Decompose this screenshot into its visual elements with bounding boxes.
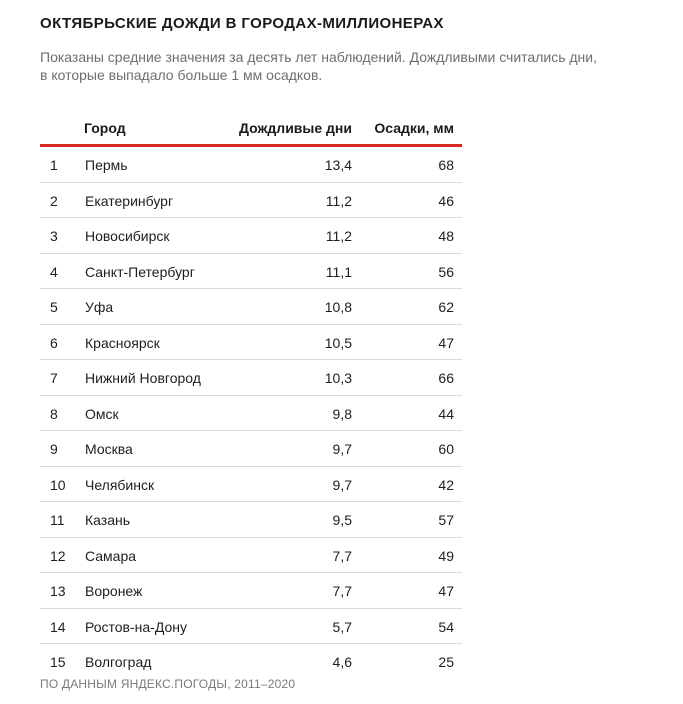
precipitation-cell: 60 — [438, 441, 454, 457]
rainy-days-cell: 9,7 — [332, 441, 352, 457]
city-cell: Пермь — [85, 157, 128, 173]
rainy-days-cell: 9,8 — [332, 405, 352, 422]
precipitation-cell: 49 — [438, 547, 454, 564]
city-cell: Нижний Новгород — [85, 370, 201, 386]
rainy-days-cell: 10,5 — [324, 334, 352, 351]
city-cell: Красноярск — [85, 334, 160, 351]
rank-cell: 12 — [50, 547, 66, 564]
rank-cell: 6 — [50, 334, 58, 351]
precipitation-cell: 54 — [438, 618, 454, 635]
precipitation-cell: 44 — [438, 405, 454, 422]
rainy-days-cell: 5,7 — [332, 618, 352, 635]
city-cell: Омск — [85, 405, 119, 422]
city-cell: Санкт-Петербург — [85, 263, 195, 280]
rank-cell: 14 — [50, 618, 66, 635]
column-header-rainy-days: Дождливые дни — [238, 120, 352, 136]
precipitation-cell: 47 — [438, 583, 454, 599]
precipitation-cell: 62 — [438, 299, 454, 315]
precipitation-cell: 56 — [438, 263, 454, 280]
table-body — [40, 147, 462, 679]
rainy-days-cell: 11,1 — [325, 263, 352, 280]
city-cell: Самара — [85, 547, 137, 564]
table-row — [40, 218, 462, 254]
table-row — [40, 254, 462, 290]
rainy-days-cell: 11,2 — [325, 228, 352, 244]
rainy-days-cell: 4,6 — [332, 654, 352, 670]
rank-cell: 10 — [50, 476, 66, 493]
table-row — [40, 644, 462, 679]
rank-cell: 11 — [50, 512, 65, 528]
rank-cell: 4 — [50, 263, 58, 280]
rank-cell: 5 — [50, 299, 58, 315]
rainy-days-cell: 7,7 — [332, 583, 352, 599]
column-header-city: Город — [84, 120, 126, 136]
page-subtitle — [40, 48, 660, 84]
column-header-precipitation: Осадки, мм — [374, 120, 454, 136]
table-row — [40, 467, 462, 503]
rank-cell: 13 — [50, 583, 66, 599]
rain-table — [40, 112, 462, 679]
table-row — [40, 538, 462, 574]
rainy-days-cell: 9,7 — [332, 476, 352, 493]
rainy-days-cell: 10,8 — [324, 299, 352, 315]
rainy-days-cell: 7,7 — [332, 547, 352, 564]
rank-cell: 1 — [50, 157, 58, 173]
page-title: ОКТЯБРЬСКИЕ ДОЖДИ В ГОРОДАХ-МИЛЛИОНЕРАХ — [40, 15, 444, 32]
table-row — [40, 147, 462, 183]
rank-cell: 8 — [50, 405, 58, 422]
rainy-days-cell: 10,3 — [324, 370, 352, 386]
subtitle-line-1: Показаны средние значения за десять лет наблюдений. Дождливыми считались дни, — [40, 49, 597, 65]
city-cell: Челябинск — [85, 476, 155, 493]
precipitation-cell: 66 — [438, 370, 454, 386]
table-row — [40, 289, 462, 325]
city-cell: Новосибирск — [85, 228, 170, 244]
rank-cell: 15 — [50, 654, 66, 670]
precipitation-cell: 25 — [438, 654, 454, 670]
rank-cell: 3 — [50, 228, 58, 244]
table-row — [40, 325, 462, 361]
city-cell: Волгоград — [85, 654, 152, 670]
subtitle-line-2: в которые выпадало больше 1 мм осадков. — [40, 67, 323, 83]
table-row — [40, 360, 462, 396]
city-cell: Москва — [85, 441, 133, 457]
table-row — [40, 431, 462, 467]
city-cell: Екатеринбург — [85, 192, 174, 209]
city-cell: Казань — [85, 512, 131, 528]
precipitation-cell: 57 — [438, 512, 454, 528]
city-cell: Ростов-на-Дону — [85, 618, 187, 635]
precipitation-cell: 48 — [438, 228, 454, 244]
rainy-days-cell: 9,5 — [332, 512, 352, 528]
precipitation-cell: 68 — [438, 157, 454, 173]
table-row — [40, 183, 462, 219]
city-cell: Воронеж — [85, 583, 143, 599]
rainy-days-cell: 11,2 — [325, 192, 352, 209]
table-row — [40, 609, 462, 645]
table-row — [40, 396, 462, 432]
table-row — [40, 502, 462, 538]
rainy-days-cell: 13,4 — [324, 157, 352, 173]
precipitation-cell: 42 — [438, 476, 454, 493]
rank-cell: 7 — [50, 370, 58, 386]
source-note: ПО ДАННЫМ ЯНДЕКС.ПОГОДЫ, 2011–2020 — [40, 677, 296, 691]
precipitation-cell: 47 — [438, 334, 454, 351]
table-row — [40, 573, 462, 609]
precipitation-cell: 46 — [438, 192, 454, 209]
table-header — [40, 112, 462, 147]
rank-cell: 9 — [50, 441, 58, 457]
rank-cell: 2 — [50, 192, 58, 209]
city-cell: Уфа — [85, 299, 114, 315]
